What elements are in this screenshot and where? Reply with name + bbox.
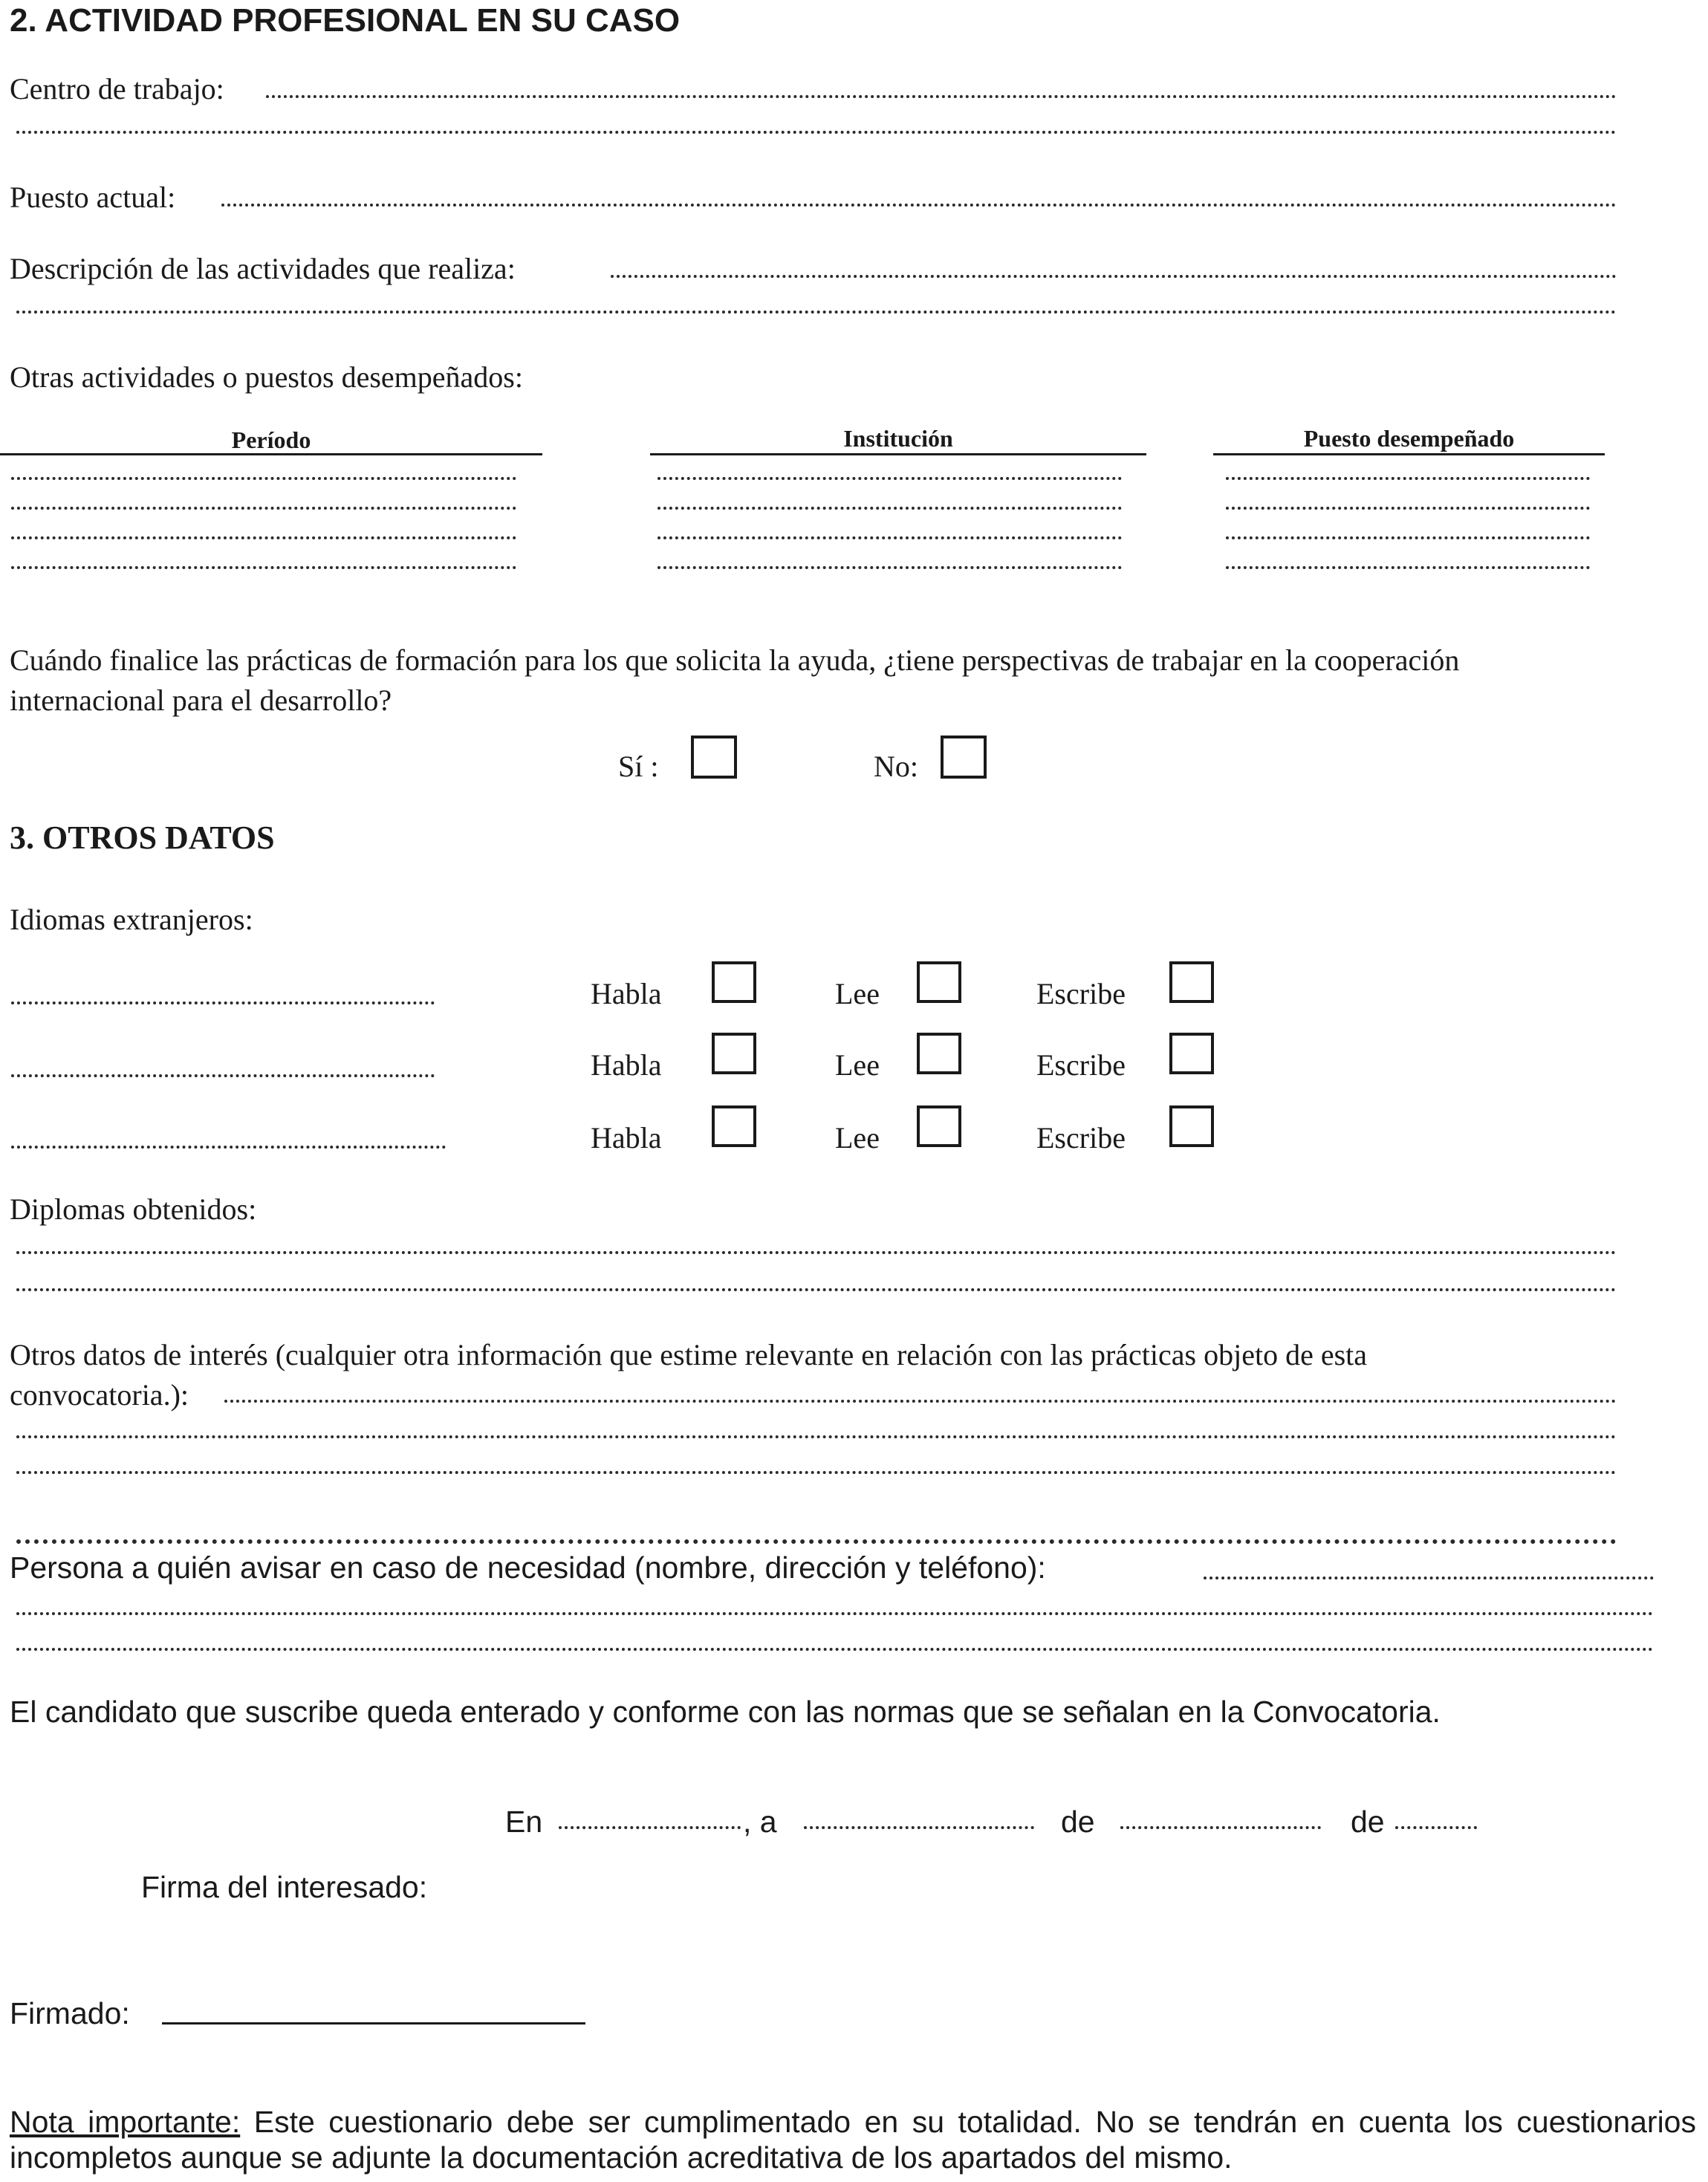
lee-checkbox-3[interactable] <box>917 1105 961 1147</box>
centro-trabajo-field[interactable] <box>266 95 1617 98</box>
nota-importante-label: Nota importante: <box>10 2105 241 2139</box>
fecha-en-label: En <box>505 1805 543 1839</box>
habla-checkbox-2[interactable] <box>712 1033 756 1074</box>
puesto-desempenado-field-4[interactable] <box>1226 566 1590 569</box>
column-header-puesto: Puesto desempeñado <box>1303 425 1515 452</box>
habla-checkbox-3[interactable] <box>712 1105 756 1147</box>
persona-avisar-field-2[interactable] <box>16 1612 1654 1615</box>
otros-datos-label: Otros datos de interés (cualquier otra información que estime relevante en relación con las prácticas objeto de esta <box>10 1338 1368 1371</box>
column-rule-periodo <box>0 453 542 455</box>
perspectivas-question: Cuándo finalice las prácticas de formación para los que solicita la ayuda, ¿tiene perspectivas de trabajar en la cooperación internacional para el desarrollo? <box>10 643 1460 717</box>
puesto-desempenado-field-3[interactable] <box>1226 536 1590 539</box>
lee-label-3: Lee <box>835 1121 880 1155</box>
otros-datos-field-1[interactable] <box>224 1400 1617 1403</box>
firmado-label: Firmado: <box>10 1996 130 2030</box>
puesto-actual-field[interactable] <box>221 204 1617 207</box>
lee-checkbox-2[interactable] <box>917 1033 961 1074</box>
periodo-field-1[interactable] <box>11 477 516 480</box>
diplomas-field-1[interactable] <box>16 1251 1617 1254</box>
fecha-de-label-1: de <box>1061 1805 1095 1839</box>
fecha-a-label: , a <box>743 1805 777 1839</box>
escribe-checkbox-2[interactable] <box>1169 1033 1214 1074</box>
fecha-anio-field[interactable] <box>1395 1826 1477 1829</box>
descripcion-label: Descripción de las actividades que realiza: <box>10 252 516 285</box>
puesto-desempenado-field-2[interactable] <box>1226 507 1590 510</box>
institucion-field-3[interactable] <box>657 536 1122 539</box>
habla-checkbox-1[interactable] <box>712 961 756 1003</box>
si-checkbox[interactable] <box>691 736 737 779</box>
periodo-field-2[interactable] <box>11 507 516 510</box>
escribe-checkbox-3[interactable] <box>1169 1105 1214 1147</box>
periodo-field-3[interactable] <box>11 536 516 539</box>
periodo-field-4[interactable] <box>11 566 516 569</box>
escribe-label-2: Escribe <box>1036 1048 1126 1082</box>
centro-trabajo-label: Centro de trabajo: <box>10 72 224 105</box>
column-header-periodo: Período <box>231 426 311 453</box>
lee-label-2: Lee <box>835 1048 880 1082</box>
column-rule-institucion <box>650 453 1146 455</box>
section-2-title: 2. ACTIVIDAD PROFESIONAL EN SU CASO <box>10 2 681 39</box>
otros-datos-field-2[interactable] <box>16 1435 1617 1438</box>
descripcion-field-line-2[interactable] <box>16 311 1617 314</box>
centro-trabajo-field-line-2[interactable] <box>16 131 1617 134</box>
institucion-field-4[interactable] <box>657 566 1122 569</box>
section-3-title: 3. OTROS DATOS <box>10 819 275 856</box>
si-label: Sí : <box>618 750 659 783</box>
nota-importante-text: Este cuestionario debe ser cumplimentado en su totalidad. No se tendrán en cuenta los cuestionarios incompletos aunque se adjunte la documentación acreditativa de los apartados del mismo. <box>10 2105 1696 2175</box>
otros-datos-field-3[interactable] <box>16 1471 1617 1474</box>
persona-avisar-field-3[interactable] <box>16 1648 1654 1651</box>
fecha-lugar-field[interactable] <box>559 1826 741 1829</box>
fecha-mes-field[interactable] <box>1120 1826 1321 1829</box>
no-label: No: <box>874 750 918 783</box>
institucion-field-2[interactable] <box>657 507 1122 510</box>
persona-avisar-label: Persona a quién avisar en caso de necesidad (nombre, dirección y teléfono): <box>10 1551 1046 1585</box>
escribe-checkbox-1[interactable] <box>1169 961 1214 1003</box>
fecha-dia-field[interactable] <box>804 1826 1034 1829</box>
habla-label-2: Habla <box>591 1048 662 1082</box>
otros-datos-label-continued: convocatoria.): <box>10 1378 189 1412</box>
puesto-actual-label: Puesto actual: <box>10 181 176 214</box>
firma-interesado-label: Firma del interesado: <box>141 1870 428 1904</box>
idioma-field-3[interactable] <box>11 1146 446 1149</box>
diplomas-field-2[interactable] <box>16 1288 1617 1291</box>
lee-label-1: Lee <box>835 977 880 1010</box>
otras-actividades-label: Otras actividades o puestos desempeñados: <box>10 360 523 394</box>
idiomas-label: Idiomas extranjeros: <box>10 903 253 936</box>
column-rule-puesto <box>1213 453 1605 455</box>
puesto-desempenado-field-1[interactable] <box>1226 477 1590 480</box>
habla-label-1: Habla <box>591 977 662 1010</box>
diplomas-label: Diplomas obtenidos: <box>10 1192 257 1226</box>
persona-avisar-field-1[interactable] <box>1204 1577 1654 1579</box>
column-header-institucion: Institución <box>843 425 953 452</box>
idioma-field-1[interactable] <box>11 1001 435 1004</box>
escribe-label-3: Escribe <box>1036 1121 1126 1155</box>
nota-importante <box>10 2104 1696 2175</box>
idioma-field-2[interactable] <box>11 1074 435 1077</box>
habla-label-3: Habla <box>591 1121 662 1155</box>
conformidad-statement: El candidato que suscribe queda enterado y conforme con las normas que se señalan en la Convocatoria. <box>10 1695 1441 1729</box>
escribe-label-1: Escribe <box>1036 977 1126 1010</box>
lee-checkbox-1[interactable] <box>917 961 961 1003</box>
fecha-de-label-2: de <box>1351 1805 1385 1839</box>
institucion-field-1[interactable] <box>657 477 1122 480</box>
descripcion-field[interactable] <box>611 275 1617 278</box>
firmado-signature-line[interactable] <box>162 2022 585 2024</box>
no-checkbox[interactable] <box>941 736 987 779</box>
otros-datos-field-4[interactable] <box>16 1539 1617 1544</box>
